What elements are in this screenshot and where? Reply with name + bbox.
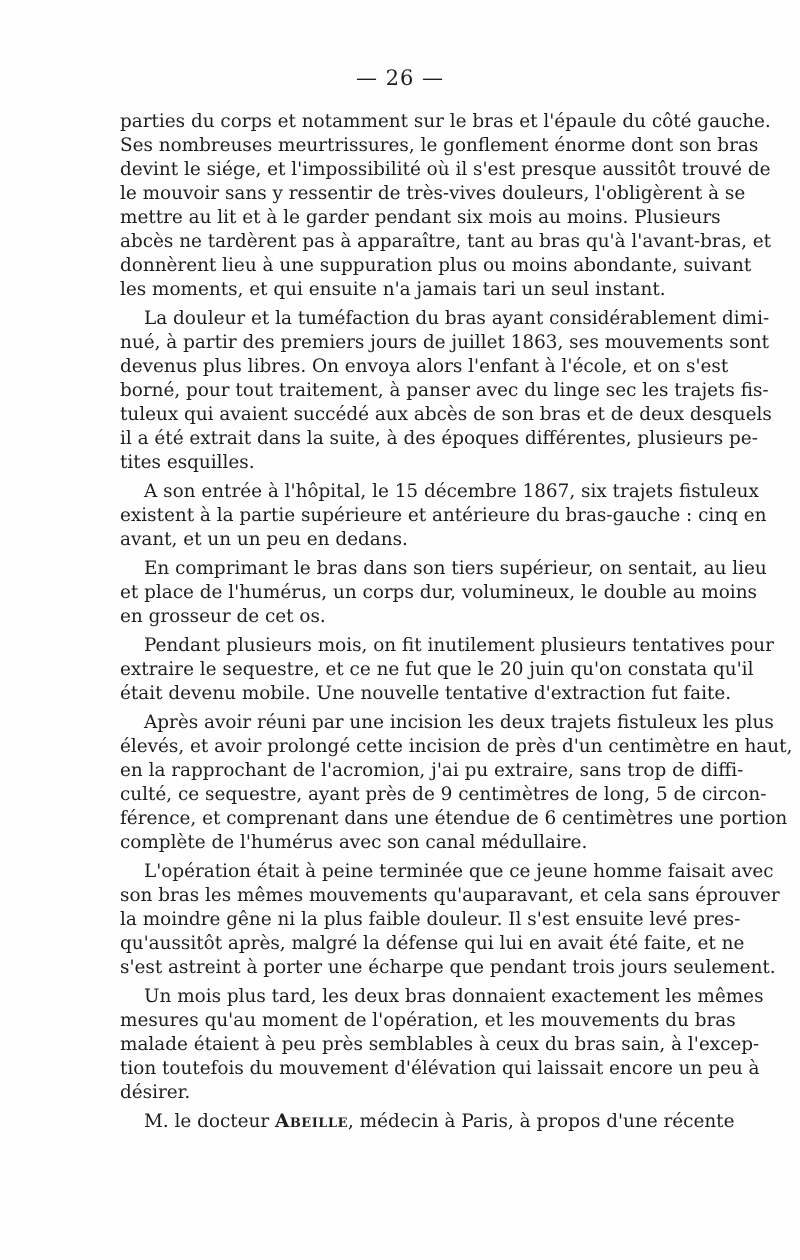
text-line: et place de l'humérus, un corps dur, volumineux, le double au moins — [120, 582, 757, 603]
text-line: L'opération était à peine terminée que ce jeune homme faisait avec — [144, 861, 774, 882]
text-line: tion toutefois du mouvement d'élévation qui laissait encore un peu à — [120, 1058, 760, 1079]
body-text — [120, 110, 793, 1134]
paragraph — [120, 480, 767, 552]
text-line: existent à la partie supérieure et antérieure du bras-gauche : cinq en — [120, 505, 767, 526]
text-line: il a été extrait dans la suite, à des époques différentes, plusieurs pe- — [120, 428, 758, 449]
paragraph — [120, 110, 772, 302]
paragraph — [120, 634, 774, 706]
text-line: La douleur et la tuméfaction du bras ayant considérablement dimi- — [144, 308, 770, 329]
text-line: férence, et comprenant dans une étendue de 6 centimètres une portion — [120, 808, 788, 829]
text-line: les moments, et qui ensuite n'a jamais tari un seul instant. — [120, 279, 666, 300]
text-line: nué, à partir des premiers jours de juillet 1863, ses mouvements sont — [120, 332, 769, 353]
text-line: élevés, et avoir prolongé cette incision de près d'un centimètre en haut, — [120, 736, 793, 757]
text-line: s'est astreint à porter une écharpe que pendant trois jours seulement. — [120, 957, 776, 978]
text-line — [120, 1110, 735, 1134]
paragraph — [120, 307, 772, 475]
paragraph — [120, 860, 780, 980]
text-line: Après avoir réuni par une incision les deux trajets fistuleux les plus — [144, 712, 774, 733]
text-line: abcès ne tardèrent pas à apparaître, tant au bras qu'à l'avant-bras, et — [120, 231, 772, 252]
text-line: mettre au lit et à le garder pendant six mois au moins. Plusieurs — [120, 207, 721, 228]
text-line: tites esquilles. — [120, 452, 255, 473]
text-line: devint le siége, et l'impossibilité où il s'est presque aussitôt trouvé de — [120, 159, 771, 180]
text-line: en grosseur de cet os. — [120, 606, 326, 627]
paragraph — [120, 711, 793, 855]
text-line: borné, pour tout traitement, à panser avec du linge sec les trajets fis- — [120, 380, 769, 401]
text-line: son bras les mêmes mouvements qu'auparavant, et cela sans éprouver — [120, 885, 780, 906]
text-line: Pendant plusieurs mois, on fit inutilement plusieurs tentatives pour — [144, 635, 774, 656]
text-line: la moindre gêne ni la plus faible douleur. Il s'est ensuite levé pres- — [120, 909, 741, 930]
text-line: Un mois plus tard, les deux bras donnaient exactement les mêmes — [144, 986, 764, 1007]
text-line: désirer. — [120, 1082, 191, 1103]
text-line: culté, ce sequestre, ayant près de 9 centimètres de long, 5 de circon- — [120, 784, 767, 805]
text-line: avant, et un un peu en dedans. — [120, 529, 408, 550]
paragraph — [120, 1110, 735, 1134]
paragraph — [120, 985, 764, 1105]
text-line: complète de l'humérus avec son canal médullaire. — [120, 832, 588, 853]
text-line: malade étaient à peu près semblables à ceux du bras sain, à l'excep- — [120, 1034, 760, 1055]
line-start: M. le docteur — [144, 1111, 276, 1132]
text-line: donnèrent lieu à une suppuration plus ou moins abondante, suivant — [120, 255, 752, 276]
text-line: mesures qu'au moment de l'opération, et les mouvements du bras — [120, 1010, 736, 1031]
text-line: qu'aussitôt après, malgré la défense qui lui en avait été faite, et ne — [120, 933, 745, 954]
text-line: A son entrée à l'hôpital, le 15 décembre 1867, six trajets fistuleux — [144, 481, 759, 502]
line-end: , médecin à Paris, à propos d'une récente — [347, 1111, 735, 1132]
paragraph — [120, 557, 767, 629]
author-name: Abeille — [275, 1111, 348, 1132]
text-line: devenus plus libres. On envoya alors l'enfant à l'école, et on s'est — [120, 356, 729, 377]
text-line: le mouvoir sans y ressentir de très-vives douleurs, l'obligèrent à se — [120, 183, 746, 204]
text-line: parties du corps et notamment sur le bras et l'épaule du côté gauche. — [120, 111, 771, 132]
page-number: — 26 — — [355, 66, 445, 90]
text-line: était devenu mobile. Une nouvelle tentative d'extraction fut faite. — [120, 683, 732, 704]
text-line: Ses nombreuses meurtrissures, le gonflement énorme dont son bras — [120, 135, 759, 156]
text-line: extraire le sequestre, et ce ne fut que le 20 juin qu'on constata qu'il — [120, 659, 754, 680]
text-line: en la rapprochant de l'acromion, j'ai pu extraire, sans trop de diffi- — [120, 760, 744, 781]
text-line: En comprimant le bras dans son tiers supérieur, on sentait, au lieu — [144, 558, 767, 579]
text-line: tuleux qui avaient succédé aux abcès de son bras et de deux desquels — [120, 404, 772, 425]
